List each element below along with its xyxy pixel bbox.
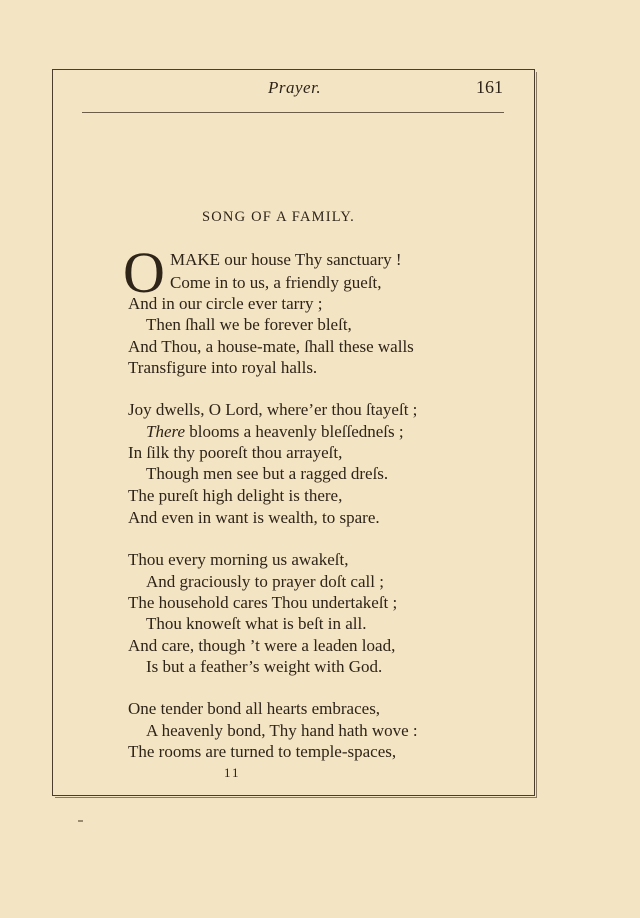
poem-line: And care, though ’t were a leaden load, [128, 636, 396, 655]
poem-line: One tender bond all hearts embraces, [128, 699, 381, 718]
poem-line: And even in want is wealth, to spare. [128, 508, 380, 527]
poem-line: Thou knoweſt what is beſt in all. [146, 614, 367, 633]
header-rule [82, 112, 504, 113]
poem-line: Then ſhall we be forever bleſt, [146, 315, 352, 334]
poem-line: The pureſt high delight is there, [128, 486, 343, 505]
poem-line: A heavenly bond, Thy hand hath wove : [146, 721, 418, 740]
signature-mark: 11 [224, 765, 241, 780]
poem-line [146, 422, 404, 442]
page-number: 161 [476, 77, 503, 97]
poem-line: In ſilk thy pooreſt thou arrayeſt, [128, 443, 343, 462]
poem-line: MAKE our house Thy sanctuary ! [170, 250, 402, 269]
poem-line-rest: blooms a heavenly bleſſedneſs ; [189, 422, 404, 441]
poem-line: Come in to us, a friendly gueſt, [170, 273, 382, 292]
poem-line: Thou every morning us awakeſt, [128, 550, 349, 569]
running-title: Prayer. [268, 78, 322, 97]
poem-line: Transfigure into royal halls. [128, 358, 318, 377]
poem-line: The household cares Thou undertakeſt ; [128, 593, 398, 612]
poem-line: And graciously to prayer doſt call ; [146, 572, 384, 591]
poem-line-italic: There [146, 422, 186, 441]
poem-line: The rooms are turned to temple-spaces, [128, 742, 397, 761]
drop-cap: O [123, 240, 165, 305]
stray-mark [78, 820, 83, 822]
poem-line: And in our circle ever tarry ; [128, 294, 323, 313]
poem-line: Though men see but a ragged dreſs. [146, 464, 389, 483]
poem-line: And Thou, a house-mate, ſhall these walls [128, 337, 414, 356]
poem-line: Joy dwells, O Lord, where’er thou ſtayeſt ; [128, 400, 418, 419]
poem-line: Is but a feather’s weight with God. [146, 657, 383, 676]
poem-title: SONG OF A FAMILY. [202, 209, 355, 225]
